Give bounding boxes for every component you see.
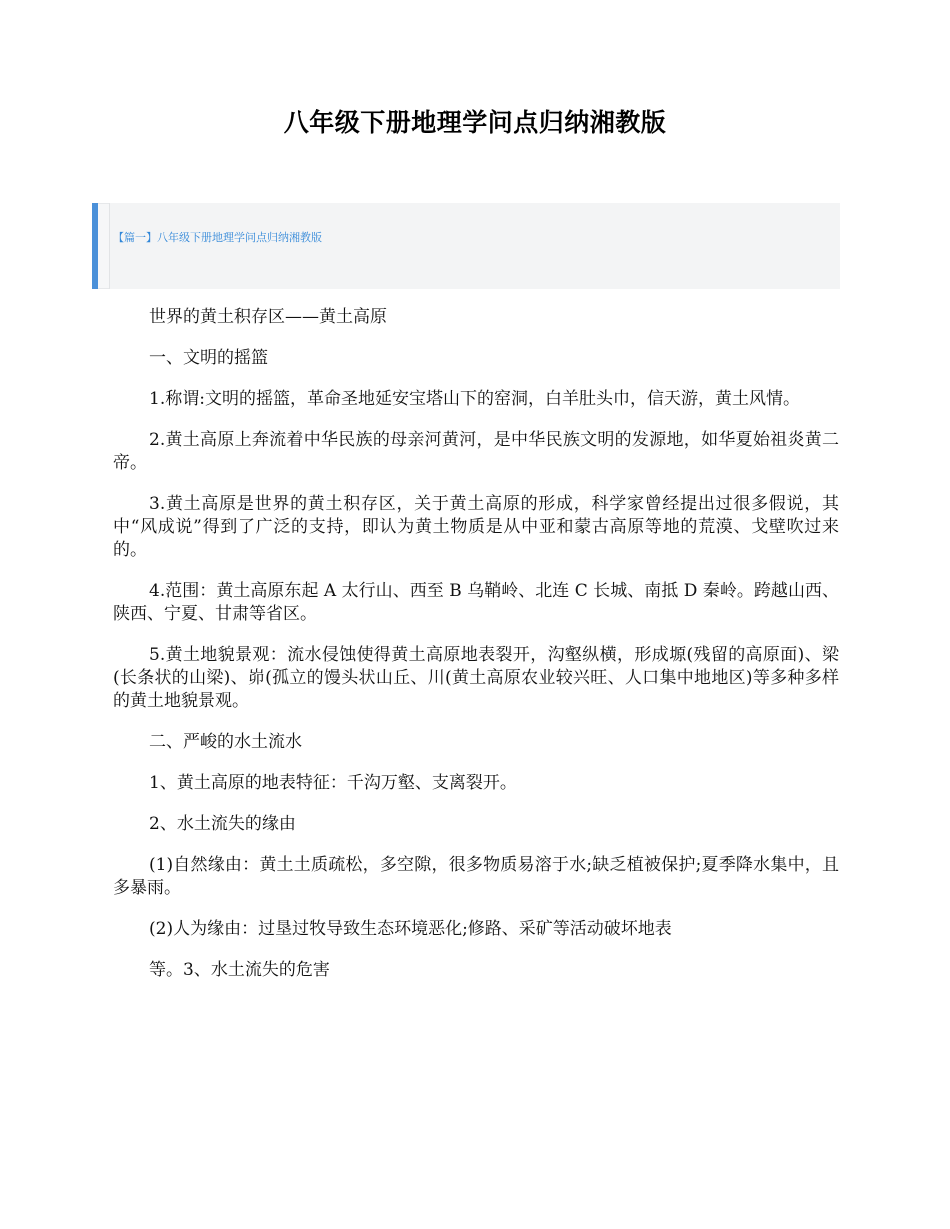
section-header-panel: [109, 203, 840, 289]
paragraph: (2)人为缘由：过垦过牧导致生态环境恶化;修路、采矿等活动破坏地表: [149, 919, 672, 939]
paragraph: 一、文明的摇篮: [149, 348, 268, 368]
paragraph: 1.称谓:文明的摇篮，革命圣地延安宝塔山下的窑洞，白羊肚头巾，信天游，黄土风情。: [149, 389, 800, 409]
paragraph: 3.黄土高原是世界的黄土积存区，关于黄土高原的形成，科学家曾经提出过很多假说，其中“风成说”得到了广泛的支持，即认为黄土物质是从中亚和蒙古高原等地的荒漠、戈壁吹过来的。: [113, 494, 839, 560]
paragraph: 二、严峻的水土流水: [149, 732, 302, 752]
paragraph: 世界的黄土积存区——黄土高原: [149, 307, 387, 327]
page-title: 八年级下册地理学问点归纳湘教版: [283, 107, 667, 137]
paragraph: 5.黄土地貌景观：流水侵蚀使得黄土高原地表裂开，沟壑纵横，形成塬(残留的高原面)、梁(长条状的山梁)、峁(孤立的馒头状山丘、川(黄土高原农业较兴旺、人口集中地地区)等多种多样的黄土地貌景观。: [113, 645, 839, 711]
section-accent-bar: [92, 203, 98, 289]
article-body: [113, 306, 839, 1000]
paragraph: 1、黄土高原的地表特征：千沟万壑、支离裂开。: [149, 773, 517, 793]
paragraph: 2、水土流失的缘由: [149, 814, 296, 834]
paragraph: 4.范围：黄土高原东起 A 太行山、西至 B 乌鞘岭、北连 C 长城、南抵 D 秦岭。跨越山西、陕西、宁夏、甘肃等省区。: [113, 581, 839, 624]
paragraph: 等。3、水土流失的危害: [149, 960, 330, 980]
section-link[interactable]: 【篇一】八年级下册地理学问点归纳湘教版: [113, 231, 322, 244]
paragraph: (1)自然缘由：黄土土质疏松，多空隙，很多物质易溶于水;缺乏植被保护;夏季降水集中，且多暴雨。: [113, 855, 839, 898]
paragraph: 2.黄土高原上奔流着中华民族的母亲河黄河，是中华民族文明的发源地，如华夏始祖炎黄二帝。: [113, 430, 839, 473]
